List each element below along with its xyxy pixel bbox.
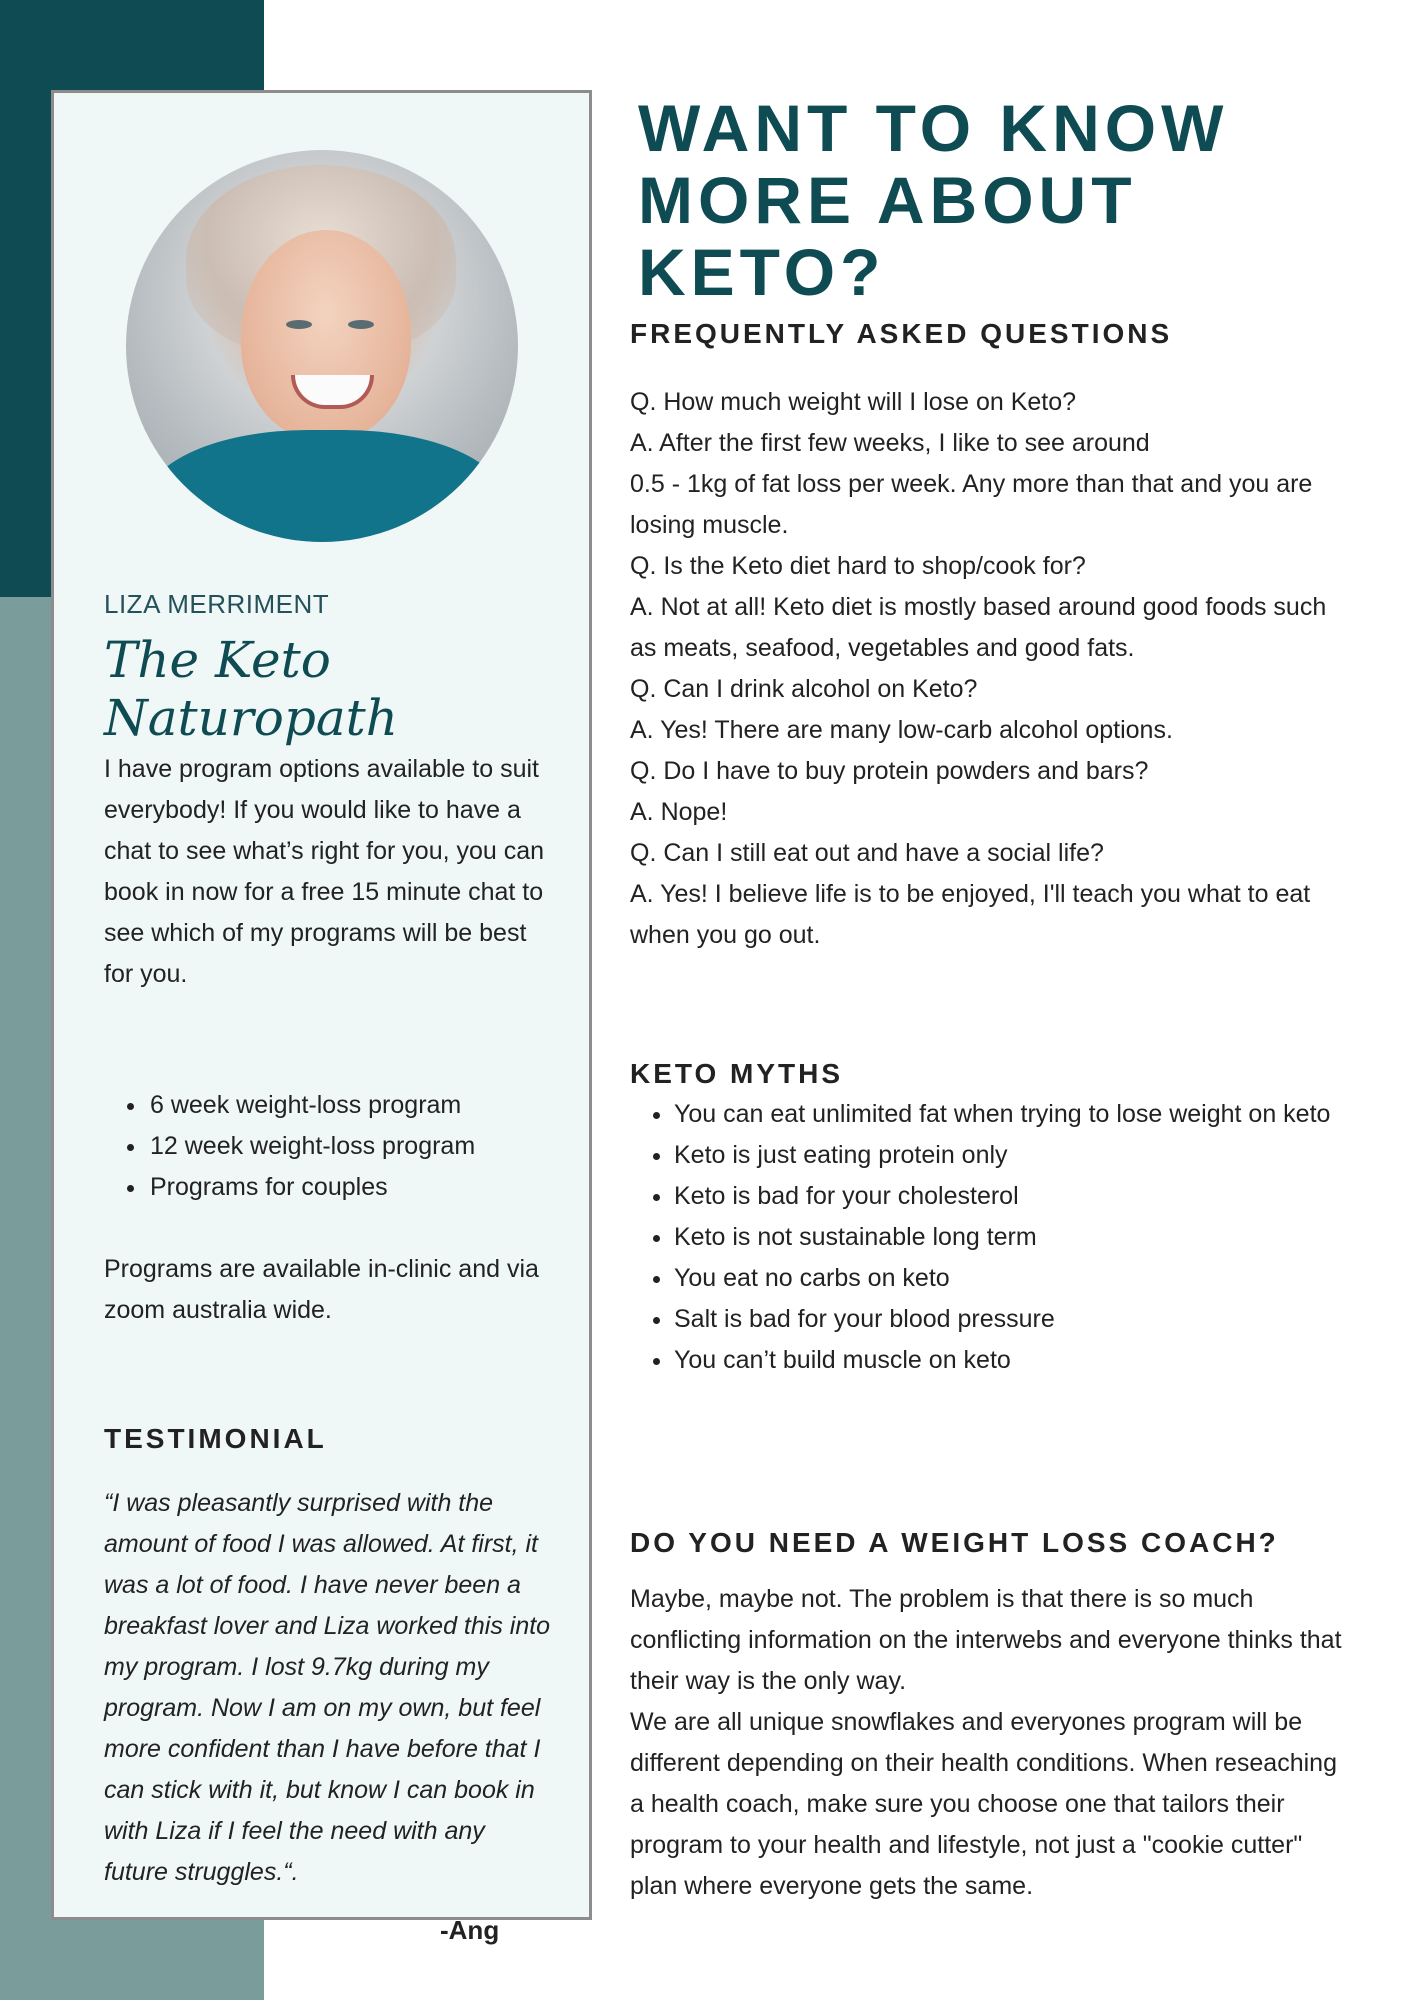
faq-line: Q. Is the Keto diet hard to shop/cook for? bbox=[630, 552, 1086, 580]
myth-item: • Salt is bad for your blood pressure bbox=[674, 1299, 1394, 1340]
myth-item: • You can’t build muscle on keto bbox=[674, 1340, 1394, 1381]
faq-line: Q. Can I drink alcohol on Keto? bbox=[630, 675, 978, 703]
coach-paragraph: We are all unique snowflakes and everyones program will be different depending on their health conditions. When reseaching a health coach, make sure you choose one that tailors their program to your health and lifestyle, not just a "cookie cutter" plan where everyone gets the same. bbox=[630, 1708, 1337, 1900]
program-item: • Programs for couples bbox=[148, 1167, 475, 1208]
testimonial-quote: “I was pleasantly surprised with the amount of food I was allowed. At first, it was a lot of food. I have never been a breakfast lover and Liza worked this into my program. I lost 9.7kg during my program. Now I am on my own, but feel more confident than I have before that I can stick with it, but know I can book in with Liza if I feel the need with any future struggles.“. bbox=[104, 1489, 551, 1886]
faq-line: Q. Do I have to buy protein powders and bars? bbox=[630, 757, 1149, 785]
myth-item: • Keto is bad for your cholesterol bbox=[674, 1176, 1394, 1217]
faq-line: Q. Can I still eat out and have a social life? bbox=[630, 839, 1104, 867]
myths-list bbox=[630, 1094, 1394, 1381]
eye-shape bbox=[348, 320, 374, 329]
program-item: • 12 week weight-loss program bbox=[148, 1126, 475, 1167]
eye-shape bbox=[286, 320, 312, 329]
faq-list bbox=[630, 382, 1350, 956]
page-title-line: WANT TO KNOW bbox=[638, 91, 1229, 165]
faq-line: A. Not at all! Keto diet is mostly based around good foods such as meats, seafood, vegetables and good fats. bbox=[630, 593, 1327, 662]
program-list bbox=[104, 1085, 475, 1208]
coach-heading: DO YOU NEED A WEIGHT LOSS COACH? bbox=[630, 1527, 1279, 1558]
myth-item: • You can eat unlimited fat when trying to lose weight on keto bbox=[674, 1094, 1394, 1135]
myths-heading: KETO MYTHS bbox=[630, 1058, 844, 1089]
faq-line: A. Nope! bbox=[630, 798, 728, 826]
profile-photo bbox=[126, 150, 518, 542]
myth-item: • You eat no carbs on keto bbox=[674, 1258, 1394, 1299]
coach-text bbox=[630, 1579, 1350, 1907]
coach-paragraph: Maybe, maybe not. The problem is that there is so much conflicting information on the interwebs and everyone thinks that their way is the only way. bbox=[630, 1585, 1342, 1695]
program-item: • 6 week weight-loss program bbox=[148, 1085, 475, 1126]
testimonial-author: -Ang bbox=[440, 1915, 500, 1945]
shirt-shape bbox=[146, 430, 506, 542]
faq-heading: FREQUENTLY ASKED QUESTIONS bbox=[630, 318, 1173, 349]
profile-tagline: The Keto Naturopath bbox=[104, 631, 398, 747]
profile-name: LIZA MERRIMENT bbox=[104, 589, 330, 619]
myth-item: • Keto is not sustainable long term bbox=[674, 1217, 1394, 1258]
page-title bbox=[638, 92, 1398, 308]
faq-line: A. Yes! There are many low-carb alcohol options. bbox=[630, 716, 1173, 744]
faq-line: 0.5 - 1kg of fat loss per week. Any more than that and you are losing muscle. bbox=[630, 470, 1313, 539]
faq-line: A. Yes! I believe life is to be enjoyed, I'll teach you what to eat when you go out. bbox=[630, 880, 1311, 949]
intro-paragraph: I have program options available to suit everybody! If you would like to have a chat to see what’s right for you, you can book in now for a free 15 minute chat to see which of my programs will be best for you. bbox=[104, 755, 545, 988]
page-title-line: MORE ABOUT KETO? bbox=[638, 163, 1137, 309]
testimonial-heading: TESTIMONIAL bbox=[104, 1423, 327, 1454]
profile-panel bbox=[51, 90, 592, 1945]
myth-item: • Keto is just eating protein only bbox=[674, 1135, 1394, 1176]
availability-paragraph: Programs are available in-clinic and via zoom australia wide. bbox=[104, 1255, 539, 1324]
faq-line: Q. How much weight will I lose on Keto? bbox=[630, 388, 1077, 416]
faq-line: A. After the first few weeks, I like to see around bbox=[630, 429, 1150, 457]
